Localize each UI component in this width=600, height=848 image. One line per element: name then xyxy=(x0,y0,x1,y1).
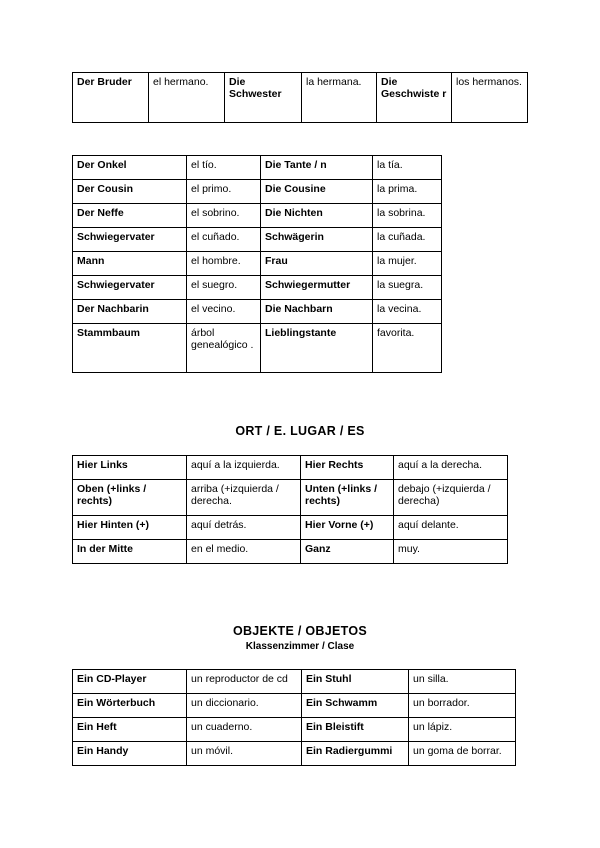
table-cell: el hombre. xyxy=(187,252,261,276)
table-cell: Hier Rechts xyxy=(301,456,394,480)
table-cell: arriba (+izquierda / derecha. xyxy=(187,480,301,516)
table-row xyxy=(73,742,516,766)
table-cell: un silla. xyxy=(409,670,516,694)
table-cell: la prima. xyxy=(373,180,442,204)
table-cell: Ganz xyxy=(301,540,394,564)
table-cell: los hermanos. xyxy=(452,73,528,123)
table-row xyxy=(73,252,442,276)
table-cell: árbol genealógico . xyxy=(187,324,261,373)
table-cell: Schwägerin xyxy=(261,228,373,252)
table-cell: Schwiegervater xyxy=(73,228,187,252)
table-cell: un reproductor de cd xyxy=(187,670,302,694)
table-row xyxy=(73,540,508,564)
table-cell: un lápiz. xyxy=(409,718,516,742)
table-row xyxy=(73,180,442,204)
table-cell: Frau xyxy=(261,252,373,276)
table-cell: Mann xyxy=(73,252,187,276)
table-cell: Stammbaum xyxy=(73,324,187,373)
objects-subheading: Klassenzimmer / Clase xyxy=(245,641,355,652)
table-cell: Ein Bleistift xyxy=(302,718,409,742)
table-row xyxy=(73,324,442,373)
table-cell: Die Tante / n xyxy=(261,156,373,180)
places-heading: ORT / E. LUGAR / ES xyxy=(235,424,365,438)
table-cell: aquí detrás. xyxy=(187,516,301,540)
table-cell: la sobrina. xyxy=(373,204,442,228)
table-row xyxy=(73,228,442,252)
table-cell: Oben (+links / rechts) xyxy=(73,480,187,516)
table-cell: Die Nachbarn xyxy=(261,300,373,324)
table-cell: Der Onkel xyxy=(73,156,187,180)
table-row xyxy=(73,156,442,180)
table-row xyxy=(73,516,508,540)
table-cell: la mujer. xyxy=(373,252,442,276)
table-cell: Hier Vorne (+) xyxy=(301,516,394,540)
table-cell: el sobrino. xyxy=(187,204,261,228)
table-cell: en el medio. xyxy=(187,540,301,564)
table-cell: un móvil. xyxy=(187,742,302,766)
table-row xyxy=(73,73,528,123)
table-cell: Die Cousine xyxy=(261,180,373,204)
table-cell: favorita. xyxy=(373,324,442,373)
table-cell: Ein Heft xyxy=(73,718,187,742)
table-cell: el cuñado. xyxy=(187,228,261,252)
table-cell: Ein CD-Player xyxy=(73,670,187,694)
table-cell: debajo (+izquierda / derecha) xyxy=(394,480,508,516)
table-cell: Schwiegervater xyxy=(73,276,187,300)
table-cell: Die Schwester xyxy=(225,73,302,123)
table-cell: muy. xyxy=(394,540,508,564)
table-cell: Ein Handy xyxy=(73,742,187,766)
table-cell: Der Neffe xyxy=(73,204,187,228)
table-cell: Der Cousin xyxy=(73,180,187,204)
table-cell: la hermana. xyxy=(302,73,377,123)
table-cell: Ein Radiergummi xyxy=(302,742,409,766)
table-cell: la vecina. xyxy=(373,300,442,324)
table-row xyxy=(73,300,442,324)
table-cell: Die Nichten xyxy=(261,204,373,228)
table-cell: un borrador. xyxy=(409,694,516,718)
table-cell: aquí a la derecha. xyxy=(394,456,508,480)
table-row xyxy=(73,694,516,718)
family-table xyxy=(72,155,442,373)
table-row xyxy=(73,480,508,516)
table-cell: Hier Hinten (+) xyxy=(73,516,187,540)
table-cell: Lieblingstante xyxy=(261,324,373,373)
table-cell: la cuñada. xyxy=(373,228,442,252)
table-row xyxy=(73,718,516,742)
table-cell: Unten (+links / rechts) xyxy=(301,480,394,516)
table-cell: la tía. xyxy=(373,156,442,180)
table-cell: Ein Wörterbuch xyxy=(73,694,187,718)
table-cell: Der Bruder xyxy=(73,73,149,123)
table-cell: Ein Stuhl xyxy=(302,670,409,694)
table-cell: Der Nachbarin xyxy=(73,300,187,324)
table-cell: el suegro. xyxy=(187,276,261,300)
table-cell: el primo. xyxy=(187,180,261,204)
objects-heading: OBJEKTE / OBJETOS xyxy=(232,624,368,638)
siblings-table xyxy=(72,72,528,123)
table-cell: el tío. xyxy=(187,156,261,180)
table-cell: un cuaderno. xyxy=(187,718,302,742)
table-cell: aquí delante. xyxy=(394,516,508,540)
objects-table xyxy=(72,669,516,766)
table-cell: el hermano. xyxy=(149,73,225,123)
table-cell: Hier Links xyxy=(73,456,187,480)
table-row xyxy=(73,204,442,228)
table-cell: Die Geschwiste r xyxy=(377,73,452,123)
table-row xyxy=(73,456,508,480)
table-cell: In der Mitte xyxy=(73,540,187,564)
table-cell: un diccionario. xyxy=(187,694,302,718)
table-cell: aquí a la izquierda. xyxy=(187,456,301,480)
table-cell: un goma de borrar. xyxy=(409,742,516,766)
table-cell: Ein Schwamm xyxy=(302,694,409,718)
table-cell: Schwiegermutter xyxy=(261,276,373,300)
table-cell: el vecino. xyxy=(187,300,261,324)
places-table xyxy=(72,455,508,564)
table-row xyxy=(73,670,516,694)
table-row xyxy=(73,276,442,300)
table-cell: la suegra. xyxy=(373,276,442,300)
